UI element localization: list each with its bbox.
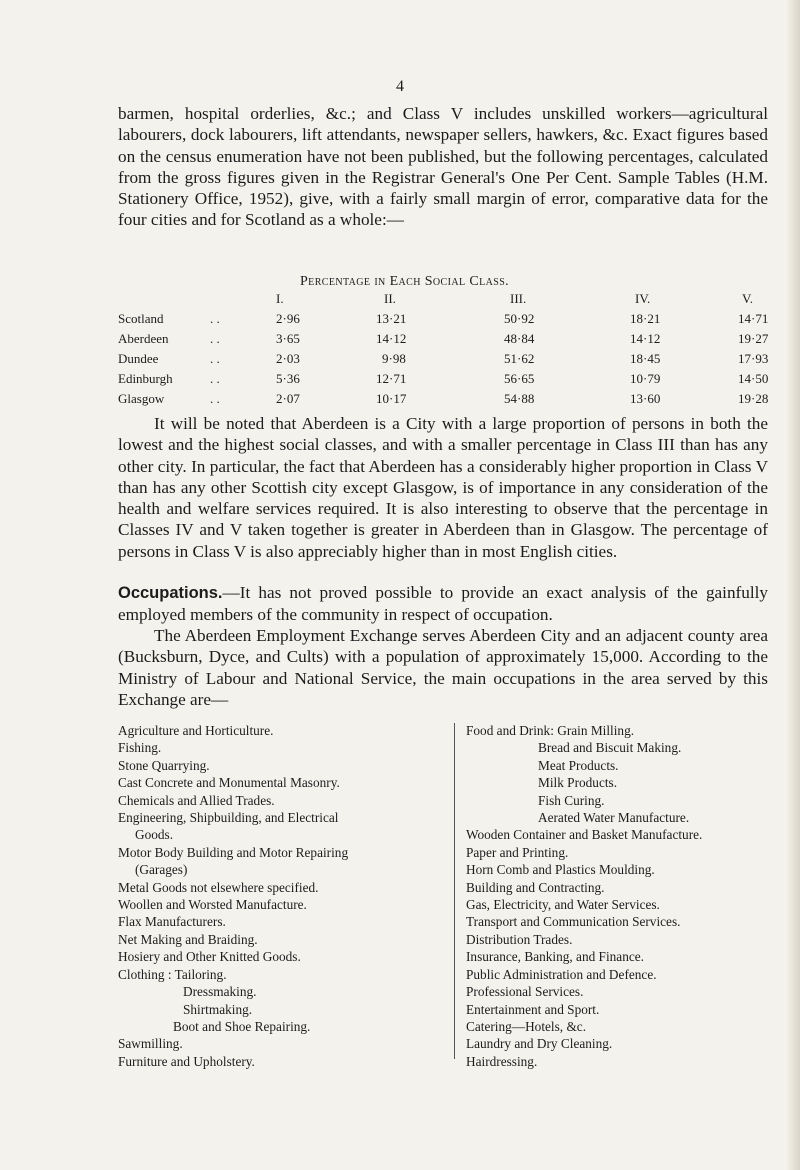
list-item: Net Making and Braiding. — [118, 931, 258, 947]
list-item: Goods. — [135, 827, 174, 843]
paragraph-occupations — [118, 582, 768, 626]
table-cell: 2·96 — [276, 311, 300, 326]
list-item: Wooden Container and Basket Manufacture. — [466, 827, 703, 843]
list-item: Shirtmaking. — [183, 1001, 253, 1017]
table-row — [118, 391, 778, 411]
table-cell: 50·92 — [504, 311, 535, 326]
table-row — [118, 331, 778, 351]
paragraph-employment-exchange: The Aberdeen Employment Exchange serves Aberdeen City and an adjacent county area (Bucksburn, Dyce, and Cults) with a population of approximately 15,000. According to the Ministry of Labour and National Service, the main occupations in the area served by this Exchange are— — [118, 626, 768, 709]
list-item: Aerated Water Manufacture. — [538, 810, 690, 826]
list-item: Entertainment and Sport. — [466, 1001, 600, 1017]
table-cell-city: Aberdeen — [118, 331, 169, 346]
table-cell-leader: . . — [210, 371, 220, 386]
table-cell: 18·45 — [630, 351, 661, 366]
list-item: (Garages) — [135, 862, 188, 878]
table-cell: 13·21 — [376, 311, 407, 326]
table-cell-city: Edinburgh — [118, 371, 173, 386]
list-item: Gas, Electricity, and Water Services. — [466, 897, 660, 913]
table-cell: 56·65 — [504, 371, 535, 386]
list-item: Fishing. — [118, 740, 162, 756]
section-heading-occupations: Occupations. — [118, 584, 223, 602]
paragraph-aberdeen-analysis: It will be noted that Aberdeen is a City with a large proportion of persons in both the lowest and the highest social classes, and with a smaller percentage in Class III than has any other city. In particular, the fact that Aberdeen has a considerably higher proportion in Class V than has any other Scottish city except Glasgow, is of importance in any consideration of the health and welfare services required. It is also interesting to observe that the percentage in Classes IV and V taken together is greater in Aberdeen than in Glasgow. The percentage of persons in Class V is also appreciably higher than in most English cities. — [118, 414, 768, 561]
table-cell: 14·12 — [376, 331, 407, 346]
table-title: Percentage in Each Social Class. — [300, 274, 510, 289]
table-row — [118, 351, 778, 371]
table-cell-city: Scotland — [118, 311, 164, 326]
table-cell-leader: . . — [210, 351, 220, 366]
list-item: Building and Contracting. — [466, 879, 605, 895]
list-item: Motor Body Building and Motor Repairing — [118, 844, 349, 860]
list-item: Public Administration and Defence. — [466, 966, 657, 982]
list-item: Woollen and Worsted Manufacture. — [118, 897, 307, 913]
table-row — [118, 311, 778, 331]
table-header-cell: III. — [510, 291, 527, 306]
list-item: Catering—Hotels, &c. — [466, 1018, 587, 1034]
list-item: Bread and Biscuit Making. — [538, 740, 682, 756]
table-cell: 10·17 — [376, 391, 407, 406]
table-cell: 5·36 — [276, 371, 300, 386]
table-cell: 13·60 — [630, 391, 661, 406]
list-item: Flax Manufacturers. — [118, 914, 226, 930]
page-edge-shadow — [786, 0, 800, 1170]
list-item: Insurance, Banking, and Finance. — [466, 949, 644, 965]
list-item: Furniture and Upholstery. — [118, 1053, 255, 1069]
list-item: Dressmaking. — [183, 984, 257, 1000]
table-header-cell: IV. — [635, 291, 651, 306]
list-item: Transport and Communication Services. — [466, 914, 681, 930]
table-cell: 51·62 — [504, 351, 535, 366]
table-cell-leader: . . — [210, 391, 220, 406]
table-header-cell: II. — [384, 291, 396, 306]
table-cell-city: Glasgow — [118, 391, 165, 406]
table-header-cell: I. — [276, 291, 284, 306]
table-cell-city: Dundee — [118, 351, 159, 366]
table-cell: 2·07 — [276, 391, 300, 406]
list-item: Sawmilling. — [118, 1036, 183, 1052]
list-item: Professional Services. — [466, 984, 584, 1000]
list-item: Hosiery and Other Knitted Goods. — [118, 949, 301, 965]
table-cell-leader: . . — [210, 311, 220, 326]
list-item: Fish Curing. — [538, 792, 605, 808]
list-item: Distribution Trades. — [466, 931, 573, 947]
list-item: Food and Drink: Grain Milling. — [466, 723, 635, 738]
table-cell: 14·71 — [738, 311, 769, 326]
table-header-cell: V. — [742, 291, 753, 306]
table-cell: 3·65 — [276, 331, 300, 346]
paragraph-social-classes: barmen, hospital orderlies, &c.; and Class V includes unskilled workers—agricultural labourers, dock labourers, lift attendants, newspaper sellers, hawkers, &c. Exact figures based on the census enumeration have not been published, but the following percentages, calculated from the gross figures given in the Registrar General's One Per Cent. Sample Tables (H.M. Stationery Office, 1952), give, with a fairly small margin of error, comparative data for the four cities and for Scotland as a whole:— — [118, 104, 768, 230]
table-cell: 19·27 — [738, 331, 769, 346]
list-item: Horn Comb and Plastics Moulding. — [466, 862, 655, 878]
table-row — [118, 371, 778, 391]
list-item: Boot and Shoe Repairing. — [173, 1018, 311, 1034]
occupations-text: —It has not proved possible to provide an exact analysis of the gainfully employed members of the community in respect of occupation. — [118, 583, 768, 625]
table-cell: 14·12 — [630, 331, 661, 346]
list-item: Metal Goods not elsewhere specified. — [118, 879, 319, 895]
table-cell: 54·88 — [504, 391, 535, 406]
list-item: Chemicals and Allied Trades. — [118, 792, 275, 808]
table-cell: 2·03 — [276, 351, 300, 366]
list-item: Hairdressing. — [466, 1053, 538, 1069]
list-item: Laundry and Dry Cleaning. — [466, 1036, 613, 1052]
list-item: Cast Concrete and Monumental Masonry. — [118, 775, 340, 791]
table-cell: 14·50 — [738, 371, 769, 386]
list-item: Agriculture and Horticulture. — [118, 723, 274, 738]
page-number: 4 — [396, 78, 404, 95]
table-cell: 18·21 — [630, 311, 661, 326]
table-cell-leader: . . — [210, 331, 220, 346]
occupation-list-right — [466, 722, 776, 1070]
list-item: Meat Products. — [538, 757, 619, 773]
list-item: Engineering, Shipbuilding, and Electrical — [118, 810, 339, 826]
column-divider — [454, 723, 455, 1059]
list-item: Stone Quarrying. — [118, 757, 210, 773]
list-item: Clothing : Tailoring. — [118, 966, 227, 982]
list-item: Paper and Printing. — [466, 844, 569, 860]
table-cell: 17·93 — [738, 351, 769, 366]
occupation-list-left — [118, 722, 438, 1070]
list-item: Milk Products. — [538, 775, 618, 791]
table-cell: 12·71 — [376, 371, 407, 386]
table-cell: 10·79 — [630, 371, 661, 386]
table-cell: 19·28 — [738, 391, 769, 406]
table-cell: 48·84 — [504, 331, 535, 346]
table-cell: 9·98 — [382, 351, 406, 366]
